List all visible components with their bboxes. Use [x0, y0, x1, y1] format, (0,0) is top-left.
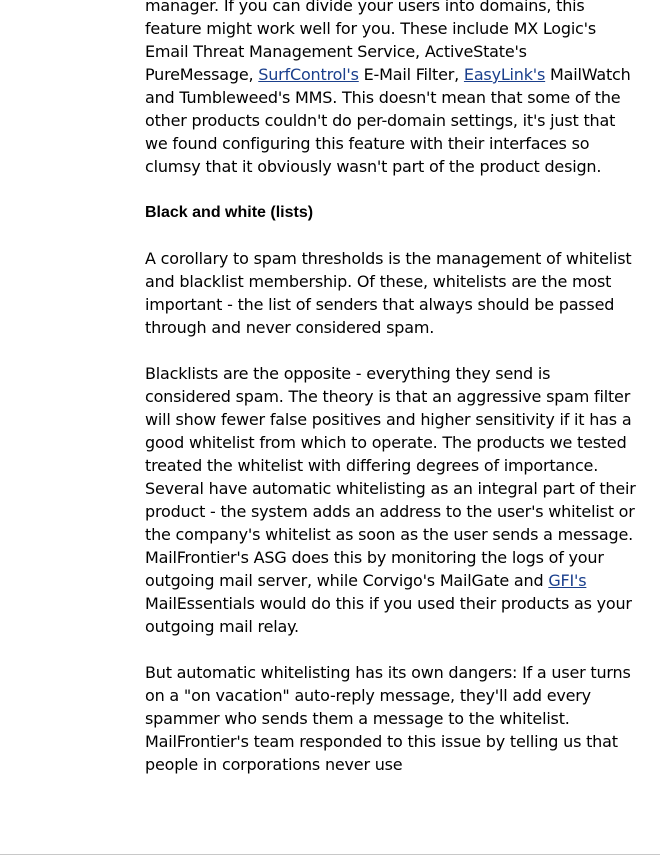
article-body	[145, 0, 640, 799]
section-heading: Black and white (lists)	[145, 204, 314, 221]
paragraph-text: MailEssentials would do this if you used their products as your outgoing mail relay.	[145, 594, 632, 636]
link-surfcontrol[interactable]: SurfControl's	[258, 65, 359, 84]
paragraph-auto-whitelisting: But automatic whitelisting has its own dangers: If a user turns on a "on vacation" auto-reply message, they'll add every spammer who sends them a message to the whitelist. MailFrontier's team responded to this issue by telling us that people in corporations never use	[145, 663, 631, 774]
paragraph-text: E-Mail Filter,	[358, 65, 464, 84]
paragraph-text: manager. If you can divide your users into domains, this feature might work well for you. These include MX Logic's Email Threat Management Service, ActiveState's PureMessage,	[145, 0, 596, 84]
paragraph-whitelist-intro: A corollary to spam thresholds is the management of whitelist and blacklist membership. Of these, whitelists are the most important - the list of senders that always should be passed through and never considered spam.	[145, 249, 632, 337]
paragraph-blacklists	[145, 362, 640, 638]
link-easylink[interactable]: EasyLink's	[463, 65, 546, 84]
paragraph-text: MailWatch and Tumbleweed's MMS. This doesn't mean that some of the other products couldn't do per-domain settings, it's just that we found configuring this feature with their interfaces so clumsy that it obviously wasn't part of the product design.	[145, 65, 631, 176]
paragraph-per-domain	[145, 0, 640, 178]
paragraph-text: Blacklists are the opposite - everything they send is considered spam. The theory is that an aggressive spam filter will show fewer false positives and higher sensitivity if it has a good whitelist from which to operate. The products we tested treated the whitelist with differing degrees of importance. Several have automatic whitelisting as an integral part of their product - the system adds an address to the user's whitelist or the company's whitelist as soon as the user sends a message. MailFrontier's ASG does this by monitoring the logs of your outgoing mail server, while Corvigo's MailGate and	[145, 364, 636, 590]
link-gfi[interactable]: GFI's	[548, 571, 587, 590]
